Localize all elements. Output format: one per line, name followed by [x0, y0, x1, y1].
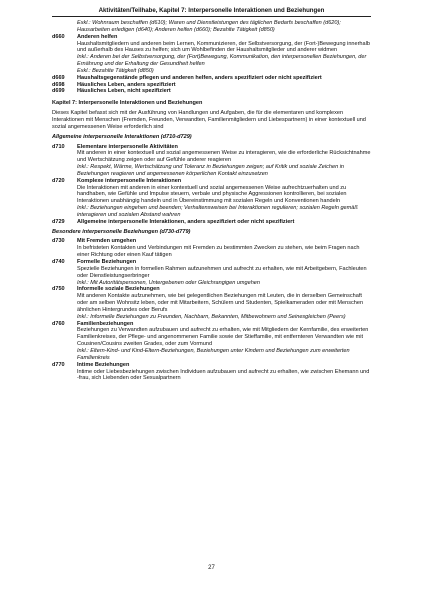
- entry-d730: [52, 238, 372, 259]
- entry-code: d770: [52, 361, 65, 368]
- entry-description: Intime oder Liebesbeziehungen zwischen Individuen aufzubauen und aufrecht zu erhalten, wie zwischen Ehemann und -frau, sich Liebenden oder Sexualpartnern: [77, 368, 370, 382]
- entry-d699: [52, 88, 372, 95]
- entry-title: Elementare interpersonelle Aktivitäten: [77, 143, 178, 150]
- entry-description: Beziehungen zu Verwandten aufzubauen und aufrecht zu erhalten, wie mit Mitgliedern der Kernfamilie, des erweiterten Familienkreises, der Pflege- und angenommenen Familie sowie der Stieffamilie, mit entfernteren Verwandten wie mit Cousinen/Cousins zweiten Grades, oder zum Vormund: [77, 327, 369, 348]
- entry-d770: [52, 362, 372, 383]
- entry-d710: [52, 144, 372, 178]
- exclusion-note: Exkl.: Wohnraum beschaffen (d610); Waren und Dienstleistungen des täglichen Bedarfs beschaffen (d620); Hausarbeiten erledigen (d640); Anderen helfen (d660); Bezahlte Tätigkeit (d850): [77, 20, 341, 33]
- running-header: Aktivitäten/Teilhabe, Kapitel 7: Interpersonelle Interaktionen und Beziehungen: [98, 7, 325, 14]
- entry-description: Mit anderen in einer kontextuell und sozial angemessenen Weise zu interagieren, wie die erforderliche Rücksichtnahme und Wertschätzung zeigen oder auf Gefühle anderer reagieren: [77, 150, 371, 164]
- entry-code: d698: [52, 81, 65, 88]
- entry-code: d760: [52, 320, 65, 327]
- entry-code: d740: [52, 259, 65, 265]
- entry-d669: [52, 75, 372, 82]
- entry-description: Die Interaktionen mit anderen in einer kontextuell und sozial angemessenen Weise aufrechtzuerhalten und zu handhaben, wie Gefühle und Impulse steuern, verbale und physische Aggressionen kontrollieren, bei sozialen Interaktionen unabhängig handeln und in Übereinstimmung mit sozialen Regeln und Konventionen handeln: [77, 184, 347, 205]
- inclusion-note: Inkl.: Beziehungen eingehen und beenden; Verhaltensweisen bei Interaktionen regulieren; sozialen Regeln gemäß interagieren und sozialen Abstand wahren: [77, 205, 358, 218]
- exclusion-note: Exkl.: Bezahlte Tätigkeit (d850): [77, 67, 154, 74]
- entry-title: Komplexe interpersonelle Interaktionen: [77, 177, 182, 184]
- entry-title: Häusliches Leben, nicht spezifiziert: [77, 88, 171, 95]
- entry-code: d660: [52, 33, 65, 40]
- page-content: [52, 20, 372, 382]
- chapter-intro: Dieses Kapitel befasst sich mit der Ausführung von Handlungen und Aufgaben, die für die elementaren und komplexen Interaktionen mit Menschen (Fremden, Freunden, Verwandten, Familienmitgliedern und Liebespartnern) in einer kontextuell und sozial angemessenen Weise erforderlich sind: [52, 110, 366, 130]
- entry-title: Mit Fremden umgehen: [77, 238, 137, 245]
- section-heading: Allgemeine interpersonelle Interaktionen (d710-d729): [52, 133, 192, 140]
- entry-description: Haushaltsmitgliedern und anderen beim Lernen, Kommunizieren, der Selbstversorgung, der (Fort-)Bewegung innerhalb und außerhalb des Hauses zu helfen; sich um Wohlbefinden der Haushaltsmitglieder und anderer widmen: [77, 40, 370, 54]
- entry-description: In befristeten Kontakten und Verbindungen mit Fremden zu bestimmten Zwecken zu stehen, wie beim Fragen nach einer Richtung oder einen Kauf tätigen: [77, 245, 360, 259]
- entry-d750: [52, 286, 372, 320]
- inclusion-note: Inkl.: Anderen bei der Selbstversorgung, der (Fort)Bewegung, Kommunikation, den interpersonellen Beziehungen, der Ernährung und der Erhaltung der Gesundheit helfen: [77, 54, 367, 68]
- inclusion-note: Inkl.: Mit Autoritätspersonen, Untergebenen oder Gleichrangigen umgehen: [77, 279, 260, 286]
- inclusion-note: Inkl.: Informelle Beziehungen zu Freunden, Nachbarn, Bekannten, Mitbewohnern und Seinesgleichen (Peers): [77, 313, 346, 320]
- entry-d740: [52, 259, 372, 286]
- entry-d760: [52, 321, 372, 362]
- section-heading: Besondere interpersonelle Beziehungen (d730-d779): [52, 228, 191, 235]
- inclusion-note: Inkl.: Respekt, Wärme, Wertschätzung und Toleranz in Beziehungen zeigen; auf Kritik und soziale Zeichen in Beziehungen reagieren und angemessenen körperlichen Kontakt einzusetzen: [77, 164, 345, 177]
- entry-code: d720: [52, 177, 65, 184]
- entry-title: Formelle Beziehungen: [77, 259, 137, 265]
- entry-d660: [52, 34, 372, 75]
- entry-code: d730: [52, 238, 65, 245]
- entry-title: Allgemeine interpersonelle Interaktionen, anders spezifiziert oder nicht spezifiziert: [77, 218, 295, 225]
- page-number: 27: [208, 565, 215, 571]
- entry-code: d699: [52, 88, 65, 95]
- inclusion-note: Inkl.: Eltern-Kind- und Kind-Eltern-Beziehungen, Beziehungen unter Kindern und Beziehungen zum erweiterten Familienkreis: [77, 347, 350, 361]
- entry-title: Anderen helfen: [77, 33, 118, 40]
- entry-code: d669: [52, 74, 65, 81]
- entry-code: d710: [52, 143, 65, 150]
- chapter-heading: Kapitel 7: Interpersonelle Interaktionen und Beziehungen: [52, 100, 203, 107]
- entry-d720: [52, 178, 372, 219]
- entry-description: Spezielle Beziehungen in formellen Rahmen aufzunehmen und aufrecht zu erhalten, wie mit Arbeitgebern, Fachleuten oder Dienstleistungserbringer: [77, 265, 367, 279]
- entry-title: Familienbeziehungen: [77, 320, 134, 327]
- entry-description: Mit anderen Kontakte aufzunehmen, wie bei gelegentlichen Beziehungen mit Leuten, die in derselben Gemeinschaft oder am selben Wohnsitz leben, oder mit Mitarbeitern, Schülern und Studenten, Spielkameraden oder mit Menschen ähnlichen Hintergrundes oder Berufs: [77, 293, 364, 313]
- header-rule: [52, 16, 371, 17]
- entry-title: Haushaltsgegenstände pflegen und anderen helfen, anders spezifiziert oder nicht spezifiziert: [77, 74, 322, 81]
- entry-title: Intime Beziehungen: [77, 361, 130, 368]
- entry-title: Informelle soziale Beziehungen: [77, 286, 160, 293]
- entry-code: d750: [52, 286, 65, 293]
- entry-title: Häusliches Leben, anders spezifiziert: [77, 81, 176, 88]
- entry-code: d729: [52, 218, 65, 225]
- entry-d729: [52, 219, 372, 226]
- entry-d698: [52, 82, 372, 89]
